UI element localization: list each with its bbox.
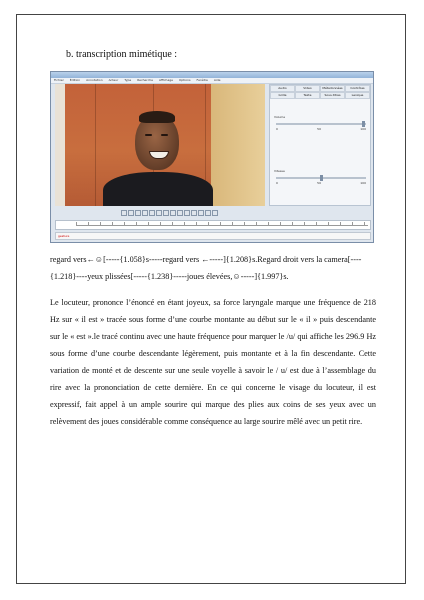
control-button: [177, 210, 183, 216]
embedded-screenshot: [50, 71, 374, 243]
menu-item: Affichage: [158, 78, 174, 82]
control-button: [128, 210, 134, 216]
volume-ticks: [276, 127, 366, 131]
volume-label: Volume: [274, 115, 286, 119]
control-button: [149, 210, 155, 216]
annotation-tier: [55, 232, 371, 240]
control-button: [184, 210, 190, 216]
menu-item: Fichier: [54, 78, 64, 82]
tab: Video: [295, 85, 320, 92]
menu-item: Acteur: [108, 78, 119, 82]
menu-item: Type: [124, 78, 132, 82]
wall-seam: [95, 84, 96, 206]
transcription-text: regard vers←☺[-----{1.058}s-----regard vers ←-----]{1.208}s.Regard droit vers la camera[----{1.218}----yeux plissées[-----{1.238}-----joues élevées,☺-----]{1.997}s.: [50, 255, 362, 281]
timeline-ruler: [55, 220, 371, 230]
analysis-paragraph: Le locuteur, prononce l’énoncé en étant joyeux, sa force laryngale marque une fréquence de 218 Hz sur « il est » tracée sous forme d’une courbe montante au début sur le « il » puis descendante sur le « est ».le tracé continu avec une haute fréquence pour marquer le /u/ qui affiche les 296.9 Hz sous forme d’une courbe descendante légèrement, puis montante et à la fin descendante. Cette variation de monté et de descente sur une seule voyelle à savoir le / u/ est due à l’assemblage du rire avec la prononciation de cette dernière. En ce qui concerne le visage du locuteur, il est expressif, fait appel à un ample sourire qui marque des plies aux coins de ses yeux avec un relèvement des joues considérable comme conséquence au large sourire mêlé avec un petit rire.: [50, 298, 376, 426]
menu-item: Options: [179, 78, 191, 82]
tick-label: 50: [317, 181, 321, 185]
ruler-ticks: [76, 222, 368, 226]
tab: Grille: [270, 92, 295, 99]
speaker-eye: [161, 134, 168, 136]
rate-slider: [276, 177, 366, 179]
menu-item: Édition: [69, 78, 81, 82]
control-button: [212, 210, 218, 216]
control-button: [205, 210, 211, 216]
tick-label: 0: [276, 127, 278, 131]
tab: Métadonnées: [320, 85, 345, 92]
media-controls: [121, 210, 218, 216]
tab: Sous-titres: [320, 92, 345, 99]
tab: Lexique: [345, 92, 370, 99]
wall-panel-left: [55, 84, 65, 206]
section-heading: b. transcription mimétique :: [66, 49, 178, 60]
speaker-eye: [145, 134, 152, 136]
control-button: [142, 210, 148, 216]
tick-label: 50: [317, 127, 321, 131]
rate-label: Vitesse: [274, 169, 285, 173]
control-button: [170, 210, 176, 216]
video-frame: [55, 84, 265, 206]
tick-label: 100: [360, 181, 366, 185]
volume-slider: [276, 123, 366, 125]
rate-ticks: [276, 181, 366, 185]
control-button: [198, 210, 204, 216]
speaker-shirt: [103, 172, 213, 206]
control-button: [156, 210, 162, 216]
tier-label: gesture: [58, 234, 70, 238]
tab: Audio: [270, 85, 295, 92]
menu-item: Fenêtre: [196, 78, 208, 82]
tab: Contrôles: [345, 85, 370, 92]
wall-panel-right: [211, 84, 265, 206]
control-button: [121, 210, 127, 216]
control-button: [191, 210, 197, 216]
tick-label: 0: [276, 181, 278, 185]
side-panel-tabs: [270, 85, 370, 99]
tick-label: 100: [360, 127, 366, 131]
speaker-hair: [139, 111, 175, 123]
menu-item: Annotation: [86, 78, 103, 82]
menu-item: Recherche: [137, 78, 153, 82]
control-button: [135, 210, 141, 216]
menu-item: Aide: [213, 78, 221, 82]
side-panel: [269, 84, 371, 206]
control-button: [163, 210, 169, 216]
tab: Texte: [295, 92, 320, 99]
